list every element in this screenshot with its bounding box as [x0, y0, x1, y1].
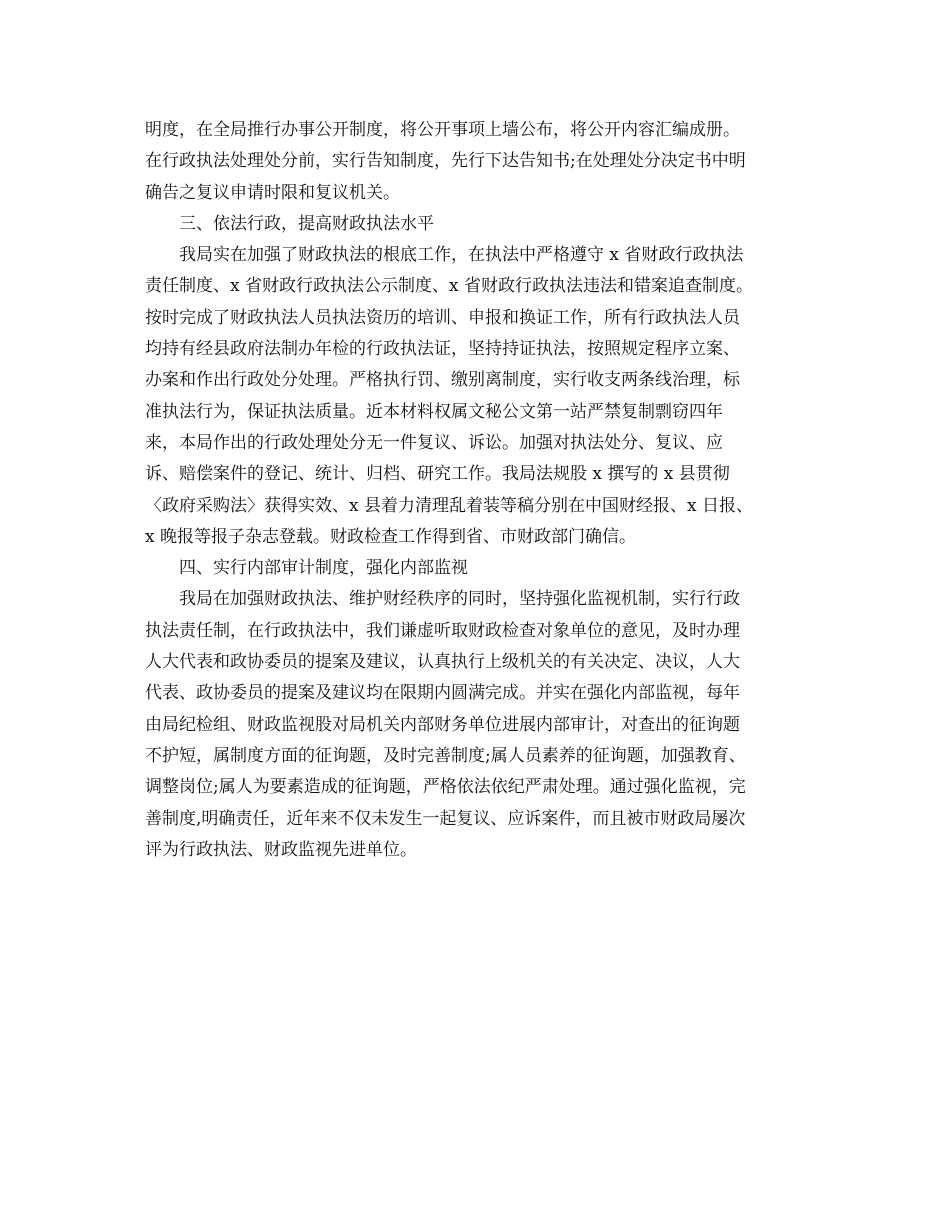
- text-line: 明度，在全局推行办事公开制度，将公开事项上墙公布，将公开内容汇编成册。: [145, 120, 740, 140]
- section-heading: 四、实行内部审计制度，强化内部监视: [179, 558, 468, 579]
- section-heading: 三、依法行政，提高财政执法水平: [179, 213, 434, 234]
- text-line: 执法责任制，在行政执法中，我们谦虚听取财政检查对象单位的意见，及时办理: [145, 620, 740, 641]
- text-line: 按时完成了财政执法人员执法资历的培训、申报和换证工作，所有行政执法人员: [145, 307, 740, 328]
- text-line: 责任制度、x 省财政行政执法公示制度、x 省财政行政执法违法和错案追查制度。: [145, 276, 753, 297]
- text-line: 办案和作出行政处分处理。严格执行罚、缴别离制度，实行收支两条线治理，标: [145, 370, 740, 391]
- text-line: 诉、赔偿案件的登记、统计、归档、研究工作。我局法规股 x 撰写的 x 县贯彻: [145, 464, 730, 485]
- text-line: 来，本局作出的行政处理处分无一件复议、诉讼。加强对执法处分、复议、应: [145, 432, 723, 453]
- text-line: 我局在加强财政执法、维护财经秩序的同时，坚持强化监视机制，实行行政: [179, 589, 740, 610]
- text-line: 人大代表和政协委员的提案及建议，认真执行上级机关的有关决定、决议，人大: [145, 652, 740, 673]
- text-line: 〈政府采购法〉获得实效、x 县着力清理乱着装等稿分别在中国财经报、x 日报、: [145, 495, 753, 516]
- document-body: [145, 115, 810, 866]
- text-line: 由局纪检组、财政监视股对局机关内部财务单位进展内部审计，对查出的征询题: [145, 714, 740, 735]
- text-line: 均持有经县政府法制办年检的行政执法证，坚持持证执法，按照规定程序立案、: [145, 339, 740, 360]
- text-line: 在行政执法处理处分前，实行告知制度，先行下达告知书;在处理处分决定书中明: [145, 151, 746, 172]
- text-line: x 晚报等报子杂志登载。财政检查工作得到省、市财政部门确信。: [145, 526, 636, 547]
- text-line: 不护短，属制度方面的征询题，及时完善制度;属人员素养的征询题，加强教育、: [145, 745, 746, 766]
- text-line: 评为行政执法、财政监视先进单位。: [145, 839, 417, 860]
- text-line: 准执法行为，保证执法质量。近本材料权属文秘公文第一站严禁复制剽窃四年: [145, 401, 723, 422]
- text-line: 我局实在加强了财政执法的根底工作，在执法中严格遵守 x 省财政行政执法: [179, 245, 744, 266]
- text-line: 代表、政协委员的提案及建议均在限期内圆满完成。并实在强化内部监视，每年: [145, 683, 740, 704]
- text-line: 确告之复议申请时限和复议机关。: [145, 182, 400, 203]
- text-line: 调整岗位;属人为要素造成的征询题，严格依法依纪严肃处理。通过强化监视，完: [145, 777, 746, 798]
- text-line: 善制度,明确责任，近年来不仅未发生一起复议、应诉案件，而且被市财政局屡次: [145, 808, 746, 829]
